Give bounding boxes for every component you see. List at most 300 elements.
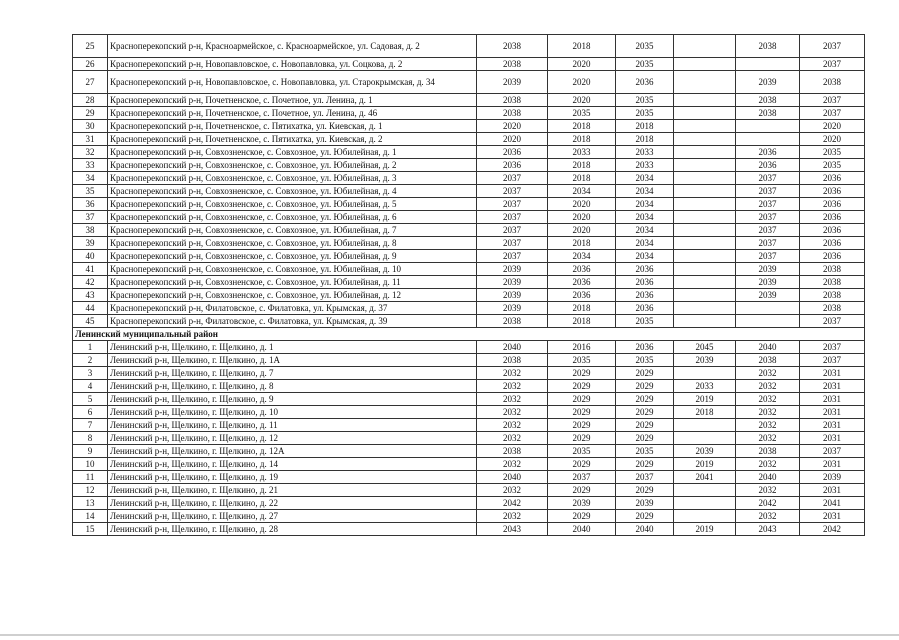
year-cell: 2039: [616, 497, 674, 510]
address-cell: Красноперекопский р-н, Совхозненское, с. Совхозное, ул. Юбилейная, д. 7: [108, 224, 477, 237]
row-number: 40: [73, 250, 108, 263]
address-cell: Ленинский р-н, Щелкино, г. Щелкино, д. 11: [108, 419, 477, 432]
year-cell: 2037: [477, 185, 548, 198]
year-cell: 2018: [548, 159, 616, 172]
year-cell: 2035: [616, 315, 674, 328]
year-cell: [674, 133, 736, 146]
year-cell: 2032: [477, 380, 548, 393]
year-cell: 2020: [548, 211, 616, 224]
table-row: [73, 445, 865, 458]
address-cell: Красноперекопский р-н, Совхозненское, с. Совхозное, ул. Юбилейная, д. 6: [108, 211, 477, 224]
row-number: 41: [73, 263, 108, 276]
year-cell: 2036: [616, 341, 674, 354]
year-cell: 2038: [736, 445, 800, 458]
address-cell: Ленинский р-н, Щелкино, г. Щелкино, д. 12А: [108, 445, 477, 458]
year-cell: 2020: [477, 133, 548, 146]
year-cell: 2020: [548, 198, 616, 211]
row-number: 2: [73, 354, 108, 367]
year-cell: 2035: [800, 159, 865, 172]
row-number: 32: [73, 146, 108, 159]
year-cell: 2034: [548, 185, 616, 198]
year-cell: [674, 263, 736, 276]
year-cell: 2034: [616, 185, 674, 198]
year-cell: 2039: [477, 302, 548, 315]
year-cell: 2042: [477, 497, 548, 510]
section-title: Ленинский муниципальный район: [73, 328, 865, 341]
year-cell: [674, 94, 736, 107]
year-cell: 2037: [800, 315, 865, 328]
year-cell: 2034: [616, 237, 674, 250]
table-row: [73, 94, 865, 107]
row-number: 1: [73, 341, 108, 354]
row-number: 42: [73, 276, 108, 289]
year-cell: 2018: [548, 302, 616, 315]
year-cell: 2029: [616, 432, 674, 445]
table-row: [73, 263, 865, 276]
year-cell: 2038: [477, 107, 548, 120]
address-cell: Ленинский р-н, Щелкино, г. Щелкино, д. 8: [108, 380, 477, 393]
year-cell: 2036: [616, 289, 674, 302]
year-cell: 2031: [800, 510, 865, 523]
year-cell: 2037: [800, 445, 865, 458]
year-cell: 2032: [477, 393, 548, 406]
year-cell: 2029: [616, 458, 674, 471]
table-row: [73, 380, 865, 393]
address-cell: Красноперекопский р-н, Совхозненское, с. Совхозное, ул. Юбилейная, д. 11: [108, 276, 477, 289]
year-cell: 2020: [548, 71, 616, 94]
year-cell: 2038: [736, 94, 800, 107]
address-cell: Красноперекопский р-н, Почетненское, с. Пятихатка, ул. Киевская, д. 1: [108, 120, 477, 133]
year-cell: [674, 315, 736, 328]
year-cell: 2031: [800, 380, 865, 393]
table-row: [73, 484, 865, 497]
year-cell: 2036: [800, 250, 865, 263]
year-cell: 2031: [800, 393, 865, 406]
year-cell: 2036: [616, 302, 674, 315]
year-cell: 2042: [800, 523, 865, 536]
year-cell: 2037: [800, 107, 865, 120]
year-cell: 2032: [736, 380, 800, 393]
year-cell: [674, 172, 736, 185]
year-cell: [674, 211, 736, 224]
year-cell: 2037: [477, 198, 548, 211]
year-cell: 2036: [477, 146, 548, 159]
year-cell: 2029: [548, 393, 616, 406]
address-cell: Красноперекопский р-н, Совхозненское, с. Совхозное, ул. Юбилейная, д. 4: [108, 185, 477, 198]
year-cell: 2036: [548, 276, 616, 289]
row-number: 4: [73, 380, 108, 393]
year-cell: 2038: [736, 107, 800, 120]
year-cell: 2035: [548, 354, 616, 367]
address-cell: Ленинский р-н, Щелкино, г. Щелкино, д. 19: [108, 471, 477, 484]
year-cell: 2018: [674, 406, 736, 419]
row-number: 28: [73, 94, 108, 107]
table-row: [73, 107, 865, 120]
row-number: 39: [73, 237, 108, 250]
address-cell: Красноперекопский р-н, Почетненское, с. Пятихатка, ул. Киевская, д. 2: [108, 133, 477, 146]
address-cell: Ленинский р-н, Щелкино, г. Щелкино, д. 14: [108, 458, 477, 471]
year-cell: 2038: [736, 354, 800, 367]
year-cell: 2041: [674, 471, 736, 484]
year-cell: 2032: [477, 406, 548, 419]
year-cell: 2036: [800, 185, 865, 198]
year-cell: 2037: [736, 237, 800, 250]
year-cell: 2039: [674, 445, 736, 458]
year-cell: [674, 120, 736, 133]
address-cell: Ленинский р-н, Щелкино, г. Щелкино, д. 10: [108, 406, 477, 419]
year-cell: 2018: [548, 133, 616, 146]
address-cell: Красноперекопский р-н, Совхозненское, с. Совхозное, ул. Юбилейная, д. 10: [108, 263, 477, 276]
table-row: [73, 497, 865, 510]
table-row: [73, 341, 865, 354]
schedule-table: [72, 34, 865, 536]
row-number: 36: [73, 198, 108, 211]
year-cell: [674, 198, 736, 211]
table-row: [73, 276, 865, 289]
table-row: [73, 510, 865, 523]
year-cell: 2038: [800, 71, 865, 94]
year-cell: 2039: [800, 471, 865, 484]
row-number: 11: [73, 471, 108, 484]
year-cell: 2029: [548, 432, 616, 445]
year-cell: [674, 107, 736, 120]
year-cell: 2032: [477, 484, 548, 497]
year-cell: 2039: [736, 276, 800, 289]
year-cell: 2029: [616, 484, 674, 497]
table-row: [73, 198, 865, 211]
year-cell: 2040: [477, 471, 548, 484]
address-cell: Красноперекопский р-н, Почетненское, с. Почетное, ул. Ленина, д. 1: [108, 94, 477, 107]
address-cell: Ленинский р-н, Щелкино, г. Щелкино, д. 9: [108, 393, 477, 406]
year-cell: [674, 367, 736, 380]
year-cell: 2038: [477, 94, 548, 107]
address-cell: Ленинский р-н, Щелкино, г. Щелкино, д. 28: [108, 523, 477, 536]
year-cell: 2042: [736, 497, 800, 510]
year-cell: [736, 315, 800, 328]
year-cell: 2029: [548, 510, 616, 523]
year-cell: 2029: [616, 510, 674, 523]
year-cell: 2036: [616, 263, 674, 276]
table-row: [73, 250, 865, 263]
year-cell: 2033: [616, 146, 674, 159]
row-number: 27: [73, 71, 108, 94]
row-number: 38: [73, 224, 108, 237]
table-row: [73, 406, 865, 419]
table-row: [73, 432, 865, 445]
year-cell: 2040: [736, 471, 800, 484]
year-cell: 2036: [548, 263, 616, 276]
row-number: 31: [73, 133, 108, 146]
year-cell: 2019: [674, 523, 736, 536]
address-cell: Красноперекопский р-н, Совхозненское, с. Совхозное, ул. Юбилейная, д. 5: [108, 198, 477, 211]
row-number: 14: [73, 510, 108, 523]
row-number: 45: [73, 315, 108, 328]
year-cell: 2020: [800, 120, 865, 133]
year-cell: [674, 159, 736, 172]
address-cell: Ленинский р-н, Щелкино, г. Щелкино, д. 7: [108, 367, 477, 380]
year-cell: 2035: [616, 354, 674, 367]
table-row: [73, 237, 865, 250]
year-cell: 2029: [548, 458, 616, 471]
year-cell: 2039: [674, 354, 736, 367]
year-cell: 2038: [477, 315, 548, 328]
row-number: 5: [73, 393, 108, 406]
year-cell: 2029: [616, 393, 674, 406]
year-cell: 2036: [736, 146, 800, 159]
row-number: 3: [73, 367, 108, 380]
address-cell: Красноперекопский р-н, Филатовское, с. Филатовка, ул. Крымская, д. 39: [108, 315, 477, 328]
row-number: 9: [73, 445, 108, 458]
year-cell: 2029: [616, 367, 674, 380]
year-cell: 2039: [736, 289, 800, 302]
year-cell: 2038: [477, 58, 548, 71]
year-cell: [674, 419, 736, 432]
address-cell: Ленинский р-н, Щелкино, г. Щелкино, д. 12: [108, 432, 477, 445]
year-cell: 2032: [477, 419, 548, 432]
year-cell: 2038: [800, 302, 865, 315]
year-cell: 2029: [548, 484, 616, 497]
row-number: 10: [73, 458, 108, 471]
year-cell: 2020: [477, 120, 548, 133]
year-cell: 2020: [548, 224, 616, 237]
year-cell: 2018: [616, 120, 674, 133]
year-cell: 2033: [548, 146, 616, 159]
year-cell: 2039: [548, 497, 616, 510]
year-cell: 2032: [736, 510, 800, 523]
year-cell: [674, 71, 736, 94]
year-cell: [674, 497, 736, 510]
table-row: [73, 146, 865, 159]
year-cell: 2029: [548, 367, 616, 380]
year-cell: 2036: [616, 71, 674, 94]
row-number: 37: [73, 211, 108, 224]
year-cell: 2038: [477, 354, 548, 367]
address-cell: Красноперекопский р-н, Совхозненское, с. Совхозное, ул. Юбилейная, д. 8: [108, 237, 477, 250]
year-cell: 2040: [616, 523, 674, 536]
table-row: [73, 315, 865, 328]
row-number: 35: [73, 185, 108, 198]
year-cell: 2041: [800, 497, 865, 510]
table-row: [73, 289, 865, 302]
year-cell: [674, 250, 736, 263]
year-cell: 2040: [548, 523, 616, 536]
year-cell: [674, 185, 736, 198]
year-cell: 2034: [548, 250, 616, 263]
row-number: 43: [73, 289, 108, 302]
year-cell: 2032: [477, 458, 548, 471]
year-cell: 2039: [736, 71, 800, 94]
row-number: 13: [73, 497, 108, 510]
year-cell: [736, 120, 800, 133]
table-row: [73, 159, 865, 172]
row-number: 44: [73, 302, 108, 315]
year-cell: 2018: [616, 133, 674, 146]
year-cell: 2038: [736, 35, 800, 58]
table-row: [73, 211, 865, 224]
year-cell: 2018: [548, 120, 616, 133]
address-cell: Красноперекопский р-н, Почетненское, с. Почетное, ул. Ленина, д. 46: [108, 107, 477, 120]
year-cell: 2035: [616, 445, 674, 458]
year-cell: 2037: [800, 58, 865, 71]
year-cell: 2029: [548, 406, 616, 419]
year-cell: 2019: [674, 393, 736, 406]
address-cell: Красноперекопский р-н, Совхозненское, с. Совхозное, ул. Юбилейная, д. 3: [108, 172, 477, 185]
table-row: [73, 185, 865, 198]
year-cell: 2035: [800, 146, 865, 159]
address-cell: Красноперекопский р-н, Красноармейское, с. Красноармейское, ул. Садовая, д. 2: [108, 35, 477, 58]
year-cell: 2031: [800, 484, 865, 497]
address-cell: Ленинский р-н, Щелкино, г. Щелкино, д. 22: [108, 497, 477, 510]
year-cell: 2039: [477, 263, 548, 276]
year-cell: 2037: [477, 211, 548, 224]
row-number: 29: [73, 107, 108, 120]
year-cell: 2020: [548, 58, 616, 71]
year-cell: 2018: [548, 172, 616, 185]
year-cell: 2037: [736, 198, 800, 211]
year-cell: 2045: [674, 341, 736, 354]
year-cell: 2036: [800, 237, 865, 250]
year-cell: 2020: [548, 94, 616, 107]
address-cell: Ленинский р-н, Щелкино, г. Щелкино, д. 21: [108, 484, 477, 497]
year-cell: 2020: [800, 133, 865, 146]
year-cell: 2037: [736, 224, 800, 237]
address-cell: Ленинский р-н, Щелкино, г. Щелкино, д. 27: [108, 510, 477, 523]
year-cell: 2032: [736, 458, 800, 471]
row-number: 12: [73, 484, 108, 497]
year-cell: 2036: [477, 159, 548, 172]
year-cell: [674, 224, 736, 237]
table-row: [73, 71, 865, 94]
year-cell: 2033: [674, 380, 736, 393]
year-cell: 2037: [477, 250, 548, 263]
year-cell: 2032: [477, 432, 548, 445]
table-row: [73, 172, 865, 185]
address-cell: Красноперекопский р-н, Совхозненское, с. Совхозное, ул. Юбилейная, д. 1: [108, 146, 477, 159]
year-cell: 2029: [616, 406, 674, 419]
year-cell: 2031: [800, 432, 865, 445]
table-row: [73, 133, 865, 146]
year-cell: 2032: [736, 419, 800, 432]
year-cell: 2037: [477, 172, 548, 185]
address-cell: Красноперекопский р-н, Совхозненское, с. Совхозное, ул. Юбилейная, д. 12: [108, 289, 477, 302]
row-number: 15: [73, 523, 108, 536]
year-cell: 2038: [800, 276, 865, 289]
year-cell: 2035: [548, 107, 616, 120]
table-row: [73, 224, 865, 237]
table-row: [73, 354, 865, 367]
year-cell: [674, 237, 736, 250]
year-cell: 2035: [616, 58, 674, 71]
year-cell: 2040: [736, 341, 800, 354]
year-cell: 2037: [800, 341, 865, 354]
table-row: [73, 523, 865, 536]
year-cell: [736, 58, 800, 71]
year-cell: 2031: [800, 458, 865, 471]
table-row: [73, 302, 865, 315]
year-cell: 2031: [800, 419, 865, 432]
year-cell: 2018: [548, 35, 616, 58]
table-row: [73, 35, 865, 58]
year-cell: 2034: [616, 198, 674, 211]
address-cell: Красноперекопский р-н, Совхозненское, с. Совхозное, ул. Юбилейная, д. 9: [108, 250, 477, 263]
year-cell: 2029: [616, 419, 674, 432]
year-cell: 2033: [616, 159, 674, 172]
year-cell: 2037: [736, 211, 800, 224]
year-cell: 2029: [548, 380, 616, 393]
row-number: 26: [73, 58, 108, 71]
year-cell: 2037: [736, 172, 800, 185]
table-row: [73, 58, 865, 71]
year-cell: [674, 35, 736, 58]
year-cell: 2032: [477, 367, 548, 380]
year-cell: 2018: [548, 237, 616, 250]
year-cell: [674, 289, 736, 302]
year-cell: [674, 276, 736, 289]
year-cell: 2037: [800, 35, 865, 58]
table-row: [73, 458, 865, 471]
year-cell: [674, 484, 736, 497]
row-number: 34: [73, 172, 108, 185]
year-cell: [674, 432, 736, 445]
year-cell: [674, 58, 736, 71]
year-cell: 2032: [736, 406, 800, 419]
year-cell: 2037: [800, 94, 865, 107]
table-row: [73, 393, 865, 406]
address-cell: Красноперекопский р-н, Новопавловское, с. Новопавловка, ул. Старокрымская, д. 34: [108, 71, 477, 94]
year-cell: 2037: [548, 471, 616, 484]
year-cell: 2031: [800, 367, 865, 380]
year-cell: 2038: [477, 35, 548, 58]
year-cell: [674, 146, 736, 159]
row-number: 6: [73, 406, 108, 419]
table-body: [73, 35, 865, 536]
table-row: [73, 120, 865, 133]
year-cell: 2034: [616, 211, 674, 224]
year-cell: 2038: [477, 445, 548, 458]
table-row: [73, 367, 865, 380]
year-cell: 2032: [736, 432, 800, 445]
year-cell: 2029: [616, 380, 674, 393]
address-cell: Ленинский р-н, Щелкино, г. Щелкино, д. 1: [108, 341, 477, 354]
year-cell: 2037: [616, 471, 674, 484]
year-cell: 2036: [800, 224, 865, 237]
year-cell: 2032: [477, 510, 548, 523]
year-cell: [736, 302, 800, 315]
year-cell: 2031: [800, 406, 865, 419]
section-header-row: [73, 328, 865, 341]
year-cell: 2032: [736, 367, 800, 380]
address-cell: Красноперекопский р-н, Филатовское, с. Филатовка, ул. Крымская, д. 37: [108, 302, 477, 315]
year-cell: 2032: [736, 484, 800, 497]
year-cell: 2037: [800, 354, 865, 367]
row-number: 25: [73, 35, 108, 58]
year-cell: 2038: [800, 263, 865, 276]
year-cell: 2034: [616, 250, 674, 263]
page-edge-line: [0, 634, 899, 636]
address-cell: Красноперекопский р-н, Новопавловское, с. Новопавловка, ул. Соцкова, д. 2: [108, 58, 477, 71]
year-cell: 2036: [548, 289, 616, 302]
year-cell: 2036: [800, 172, 865, 185]
year-cell: 2037: [477, 224, 548, 237]
row-number: 33: [73, 159, 108, 172]
year-cell: 2039: [477, 276, 548, 289]
address-cell: Ленинский р-н, Щелкино, г. Щелкино, д. 1А: [108, 354, 477, 367]
year-cell: 2035: [548, 445, 616, 458]
row-number: 7: [73, 419, 108, 432]
year-cell: 2018: [548, 315, 616, 328]
year-cell: [674, 510, 736, 523]
year-cell: 2037: [736, 250, 800, 263]
